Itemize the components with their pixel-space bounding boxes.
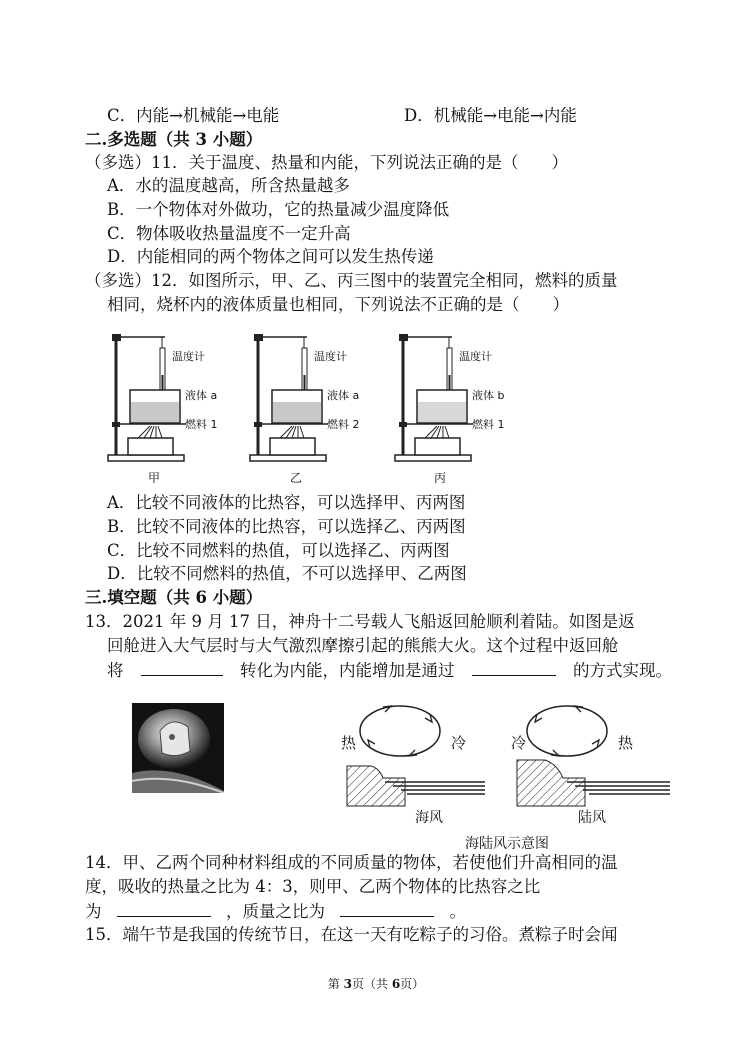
footer-middle: 页（共 xyxy=(351,977,392,991)
sea-breeze-label: 海风 xyxy=(415,810,443,826)
q13-line2: 回舱进入大气层时与大气激烈摩擦引起的熊熊大火。这个过程中返回舱 xyxy=(107,636,619,655)
sea-breeze-panel xyxy=(341,706,485,826)
q12-option-d: D．比较不同燃料的热值，不可以选择甲、乙两图 xyxy=(107,564,467,583)
fig-label-fuel-2: 燃料 2 xyxy=(327,418,360,431)
q13-line3 xyxy=(107,659,672,682)
setup-yi xyxy=(250,334,360,485)
q11-option-c: C．物体吸收热量温度不一定升高 xyxy=(107,224,351,243)
setup-bing xyxy=(395,334,505,485)
sea-land-caption: 海陆风示意图 xyxy=(465,836,549,852)
q14-blank-1[interactable] xyxy=(117,900,211,917)
fig-label-liquid-1: 液体 a xyxy=(185,389,218,402)
q12-option-c: C．比较不同燃料的热值，可以选择乙、丙两图 xyxy=(107,541,450,560)
fig-caption-jia: 甲 xyxy=(148,471,161,485)
q15-line1: 15．端午节是我国的传统节日，在这一天有吃粽子的习俗。煮粽子时会闻 xyxy=(85,925,618,944)
q11-option-a: A．水的温度越高，所含热量越多 xyxy=(107,176,350,195)
q13-blank-2[interactable] xyxy=(472,659,556,676)
q12-stem-line2: 相同，烧杯内的液体质量也相同，下列说法不正确的是（ ） xyxy=(107,295,569,314)
q14-line1: 14．甲、乙两个同种材料组成的不同质量的物体，若使他们升高相同的温 xyxy=(85,853,618,872)
land-breeze-hot-label: 热 xyxy=(618,734,634,752)
fig-label-fuel-3: 燃料 1 xyxy=(472,418,505,431)
fig-label-thermometer-3: 温度计 xyxy=(459,350,492,363)
q14-text-b: ，质量之比为 xyxy=(226,902,325,921)
land-breeze-panel xyxy=(511,706,670,826)
sea-breeze-hot-label: 热 xyxy=(341,734,357,752)
q10-option-c: C．内能→机械能→电能 xyxy=(107,106,280,125)
land-breeze-label: 陆风 xyxy=(578,810,606,826)
page-footer xyxy=(0,975,752,992)
fig-label-thermometer-2: 温度计 xyxy=(314,350,347,363)
sea-breeze-cold-label: 冷 xyxy=(451,734,467,752)
q13-text-b: 转化为内能，内能增加是通过 xyxy=(240,661,455,680)
q14-line3 xyxy=(85,900,466,923)
q13-blank-1[interactable] xyxy=(141,659,223,676)
fig-caption-yi: 乙 xyxy=(290,471,303,485)
q12-stem-line1: （多选）12．如图所示，甲、乙、丙三图中的装置完全相同，燃料的质量 xyxy=(85,271,618,290)
footer-total-pages: 6 xyxy=(391,977,401,991)
fig-label-thermometer-1: 温度计 xyxy=(172,350,205,363)
q13-text-a: 将 xyxy=(107,661,124,680)
footer-current-page: 3 xyxy=(343,977,352,991)
reentry-capsule-photo xyxy=(132,703,224,793)
section2-heading: 二.多选题（共 3 小题） xyxy=(85,130,263,149)
land-breeze-cold-label: 冷 xyxy=(511,734,527,752)
fig-label-liquid-2: 液体 a xyxy=(327,389,360,402)
setup-jia xyxy=(108,334,218,485)
q14-text-a: 为 xyxy=(85,902,102,921)
fig-label-liquid-3: 液体 b xyxy=(472,389,505,402)
fig-label-fuel-1: 燃料 1 xyxy=(185,418,218,431)
q11-option-b: B．一个物体对外做功，它的热量减少温度降低 xyxy=(107,200,450,219)
footer-prefix: 第 xyxy=(327,977,344,991)
fig-caption-bing: 丙 xyxy=(434,471,447,485)
q14-blank-2[interactable] xyxy=(340,900,434,917)
sea-land-breeze-diagram xyxy=(335,698,675,853)
section3-heading: 三.填空题（共 6 小题） xyxy=(85,588,263,607)
footer-suffix: 页） xyxy=(400,977,425,991)
q12-option-b: B．比较不同液体的比热容，可以选择乙、丙两图 xyxy=(107,517,466,536)
q11-stem: （多选）11．关于温度、热量和内能，下列说法正确的是（ ） xyxy=(85,153,568,172)
q10-option-d: D．机械能→电能→内能 xyxy=(404,106,577,125)
q11-option-d: D．内能相同的两个物体之间可以发生热传递 xyxy=(107,247,434,266)
q14-line2: 度，吸收的热量之比为 4：3，则甲、乙两个物体的比热容之比 xyxy=(85,877,541,896)
heating-apparatus-figure xyxy=(100,320,520,492)
q13-line1: 13．2021 年 9 月 17 日，神舟十二号载人飞船返回舱顺利着陆。如图是返 xyxy=(85,612,635,631)
q14-text-c: 。 xyxy=(449,902,466,921)
q13-text-c: 的方式实现。 xyxy=(573,661,672,680)
q12-option-a: A．比较不同液体的比热容，可以选择甲、丙两图 xyxy=(107,493,466,512)
